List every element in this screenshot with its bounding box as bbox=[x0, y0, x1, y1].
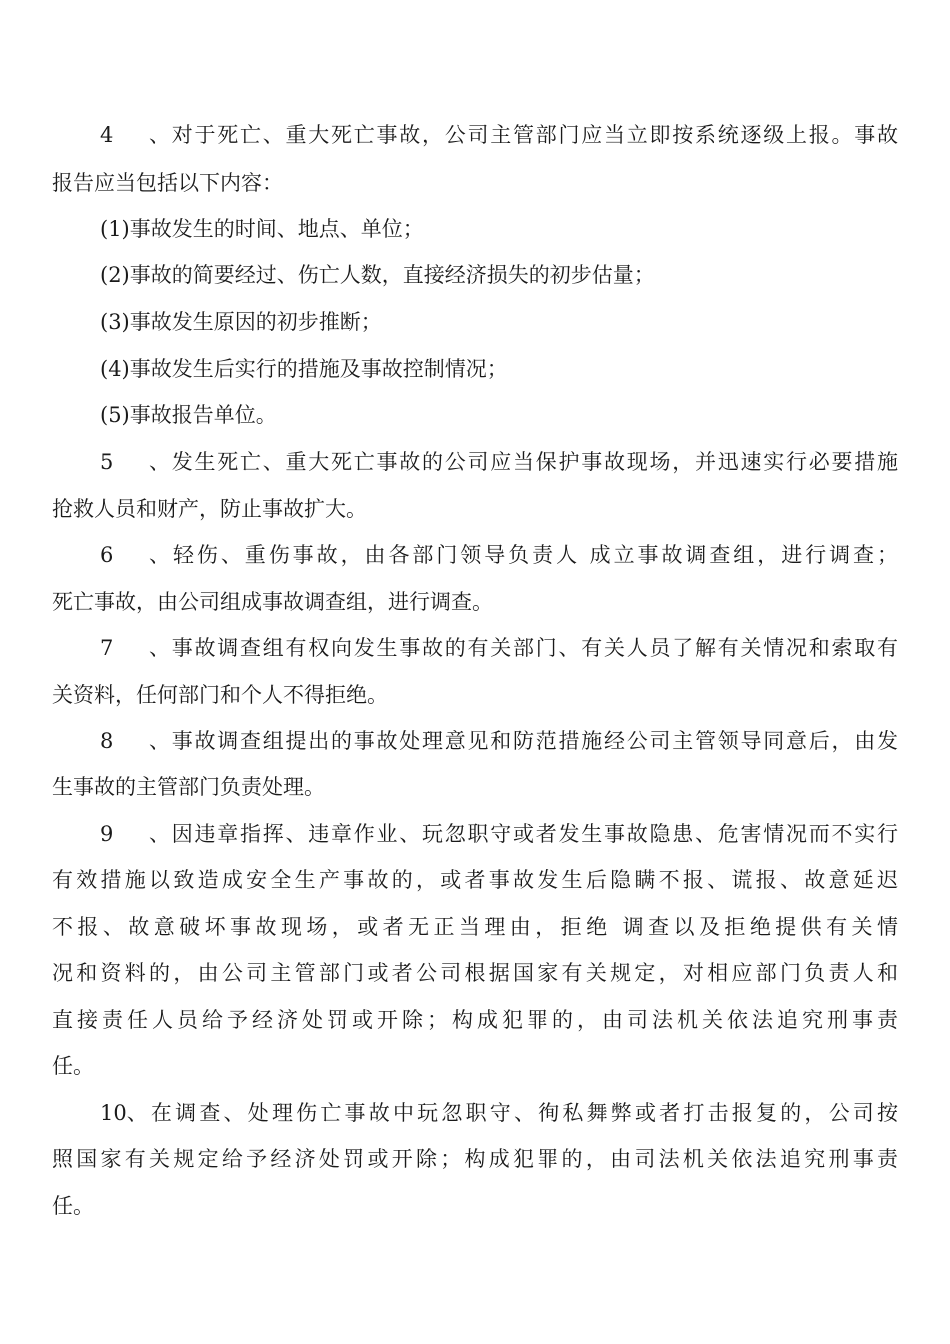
paragraph-9-line-2: 有效措施以致造成安全生产事故的，或者事故发生后隐瞒不报、谎报、故意延迟 bbox=[52, 868, 898, 892]
paragraph-7-text-1: 事故调查组有权向发生事故的有关部门、有关人员了解有关情况和索取有 bbox=[170, 636, 898, 660]
item-number-8: 8、 bbox=[100, 729, 170, 753]
paragraph-10-text-1: 在调查、处理伤亡事故中玩忽职守、徇私舞弊或者打击报复的，公司按 bbox=[147, 1101, 898, 1125]
paragraph-5-line-1 bbox=[100, 445, 898, 479]
item-number-10: 10、 bbox=[100, 1101, 148, 1125]
paragraph-6-line-2: 死亡事故，由公司组成事故调查组，进行调查。 bbox=[52, 590, 493, 614]
sub-item-1: (1)事故发生的时间、地点、单位； bbox=[100, 217, 424, 241]
item-number-5: 5、 bbox=[100, 450, 170, 474]
paragraph-4-line-1 bbox=[100, 118, 898, 152]
paragraph-7-line-1 bbox=[100, 631, 898, 665]
item-number-9: 9、 bbox=[100, 822, 170, 846]
paragraph-9-text-1: 因违章指挥、违章作业、玩忽职守或者发生事故隐患、危害情况而不实行 bbox=[170, 822, 898, 846]
paragraph-6-text-1: 轻伤、重伤事故，由各部门领导负责人 成立事故调查组，进行调查； bbox=[170, 543, 898, 567]
paragraph-9-line-5: 直接责任人员给予经济处罚或开除；构成犯罪的，由司法机关依法追究刑事责 bbox=[52, 1008, 898, 1032]
paragraph-8-text-1: 事故调查组提出的事故处理意见和防范措施经公司主管领导同意后，由发 bbox=[170, 729, 898, 753]
item-number-6: 6、 bbox=[100, 543, 170, 567]
paragraph-10-line-3: 任。 bbox=[52, 1194, 94, 1218]
paragraph-7-line-2: 关资料，任何部门和个人不得拒绝。 bbox=[52, 683, 388, 707]
paragraph-10-line-1 bbox=[100, 1096, 898, 1130]
paragraph-8-line-2: 生事故的主管部门负责处理。 bbox=[52, 775, 325, 799]
paragraph-9-line-4: 况和资料的，由公司主管部门或者公司根据国家有关规定，对相应部门负责人和 bbox=[52, 961, 898, 985]
paragraph-10-line-2: 照国家有关规定给予经济处罚或开除；构成犯罪的，由司法机关依法追究刑事责 bbox=[52, 1147, 898, 1171]
item-number-4: 4、 bbox=[100, 123, 170, 147]
paragraph-9-line-1 bbox=[100, 817, 898, 851]
sub-item-5: (5)事故报告单位。 bbox=[100, 403, 277, 427]
item-number-7: 7、 bbox=[100, 636, 170, 660]
paragraph-5-text-1: 发生死亡、重大死亡事故的公司应当保护事故现场，并迅速实行必要措施 bbox=[170, 450, 898, 474]
paragraph-6-line-1 bbox=[100, 538, 898, 572]
sub-item-3: (3)事故发生原因的初步推断； bbox=[100, 310, 382, 334]
paragraph-4-text-1: 对于死亡、重大死亡事故，公司主管部门应当立即按系统逐级上报。事故 bbox=[170, 123, 898, 147]
paragraph-9-line-6: 任。 bbox=[52, 1054, 94, 1078]
paragraph-9-line-3: 不报、故意破坏事故现场，或者无正当理由，拒绝 调查以及拒绝提供有关情 bbox=[52, 915, 898, 939]
sub-item-2: (2)事故的简要经过、伤亡人数，直接经济损失的初步估量； bbox=[100, 263, 655, 287]
paragraph-5-line-2: 抢救人员和财产，防止事故扩大。 bbox=[52, 497, 367, 521]
paragraph-4-line-2: 报告应当包括以下内容： bbox=[52, 171, 283, 195]
paragraph-8-line-1 bbox=[100, 724, 898, 758]
sub-item-4: (4)事故发生后实行的措施及事故控制情况； bbox=[100, 357, 508, 381]
